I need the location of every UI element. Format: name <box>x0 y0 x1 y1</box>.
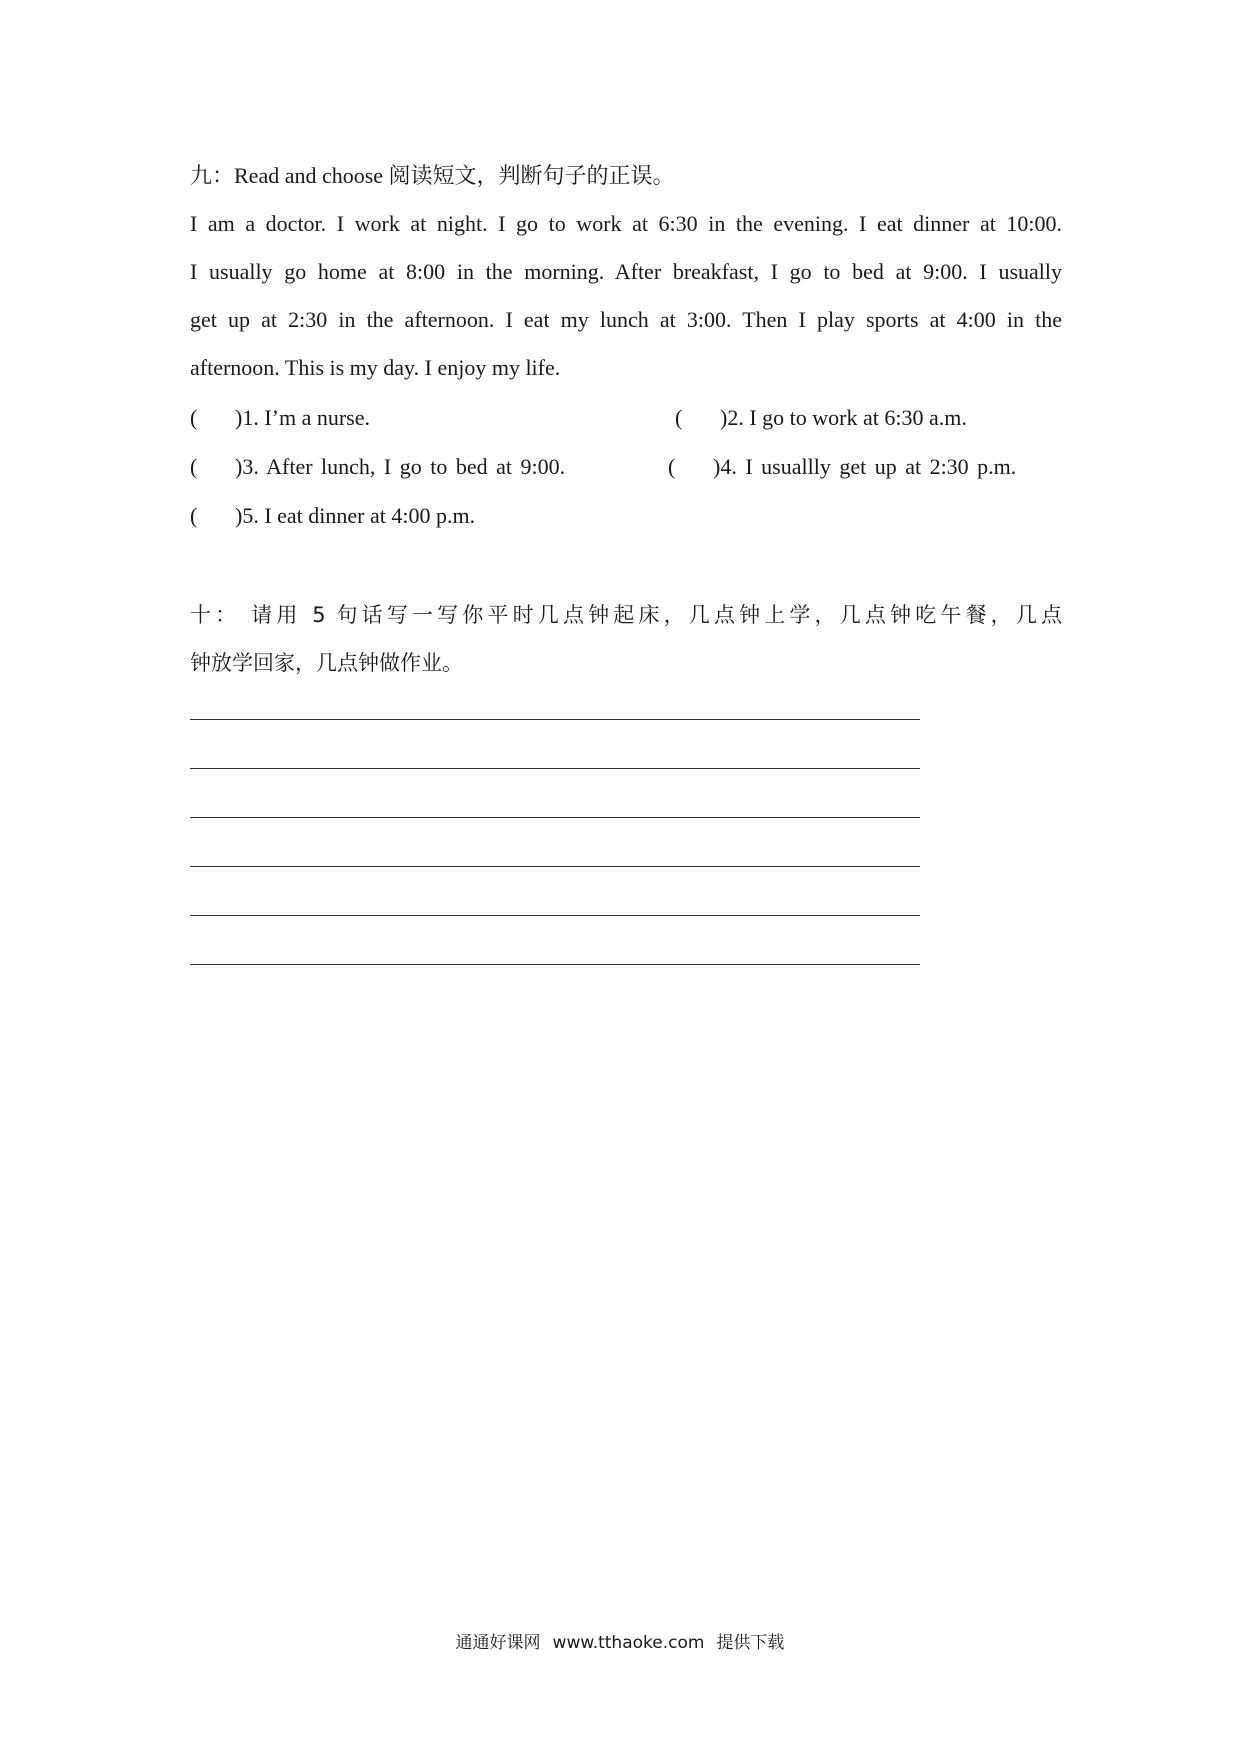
question-4-text: )4. I usuallly get up at 2:30 p.m. <box>713 454 1017 479</box>
writing-line-2[interactable] <box>190 768 920 769</box>
writing-line-4[interactable] <box>190 866 920 867</box>
question-3 <box>190 452 565 482</box>
writing-line-5[interactable] <box>190 915 920 916</box>
passage-line-2: I usually go home at 8:00 in the morning. After breakfast, I go to bed at 9:00. I usually <box>190 259 1062 284</box>
question-3-text: )3. After lunch, I go to bed at 9:00. <box>235 454 566 479</box>
footer-suffix: 提供下载 <box>716 1633 785 1653</box>
writing-line-6[interactable] <box>190 964 920 965</box>
question-4 <box>668 452 1016 482</box>
answer-blank-5[interactable]: ( <box>190 503 198 528</box>
writing-line-3[interactable] <box>190 817 920 818</box>
answer-blank-4[interactable]: ( <box>668 454 676 479</box>
passage-line-4: afternoon. This is my day. I enjoy my life. <box>190 355 561 380</box>
section-10-heading-line-2: 钟放学回家，几点钟做作业。 <box>190 651 463 675</box>
footer-url[interactable]: www.tthaoke.com <box>552 1633 705 1653</box>
question-5 <box>190 501 475 531</box>
question-2-text: )2. I go to work at 6:30 a.m. <box>720 405 967 430</box>
section-10-heading-line-1: 十： 请用 5 句话写一写你平时几点钟起床，几点钟上学，几点钟吃午餐，几点 <box>190 603 1062 627</box>
question-2 <box>675 403 967 433</box>
answer-blank-1[interactable]: ( <box>190 405 198 430</box>
passage-line-3: get up at 2:30 in the afternoon. I eat my lunch at 3:00. Then I play sports at 4:00 in the <box>190 307 1062 332</box>
passage-line-1: I am a doctor. I work at night. I go to work at 6:30 in the evening. I eat dinner at 10:00. <box>190 211 1062 236</box>
writing-line-1[interactable] <box>190 719 920 720</box>
footer-site-name: 通通好课网 <box>455 1633 541 1653</box>
answer-blank-3[interactable]: ( <box>190 454 198 479</box>
answer-blank-2[interactable]: ( <box>675 405 683 430</box>
page-footer <box>0 1631 1240 1655</box>
question-1-text: )1. I’m a nurse. <box>235 405 371 430</box>
section-9-heading: 九：Read and choose 阅读短文，判断句子的正误。 <box>190 163 675 188</box>
question-5-text: )5. I eat dinner at 4:00 p.m. <box>235 503 476 528</box>
question-1 <box>190 403 370 433</box>
